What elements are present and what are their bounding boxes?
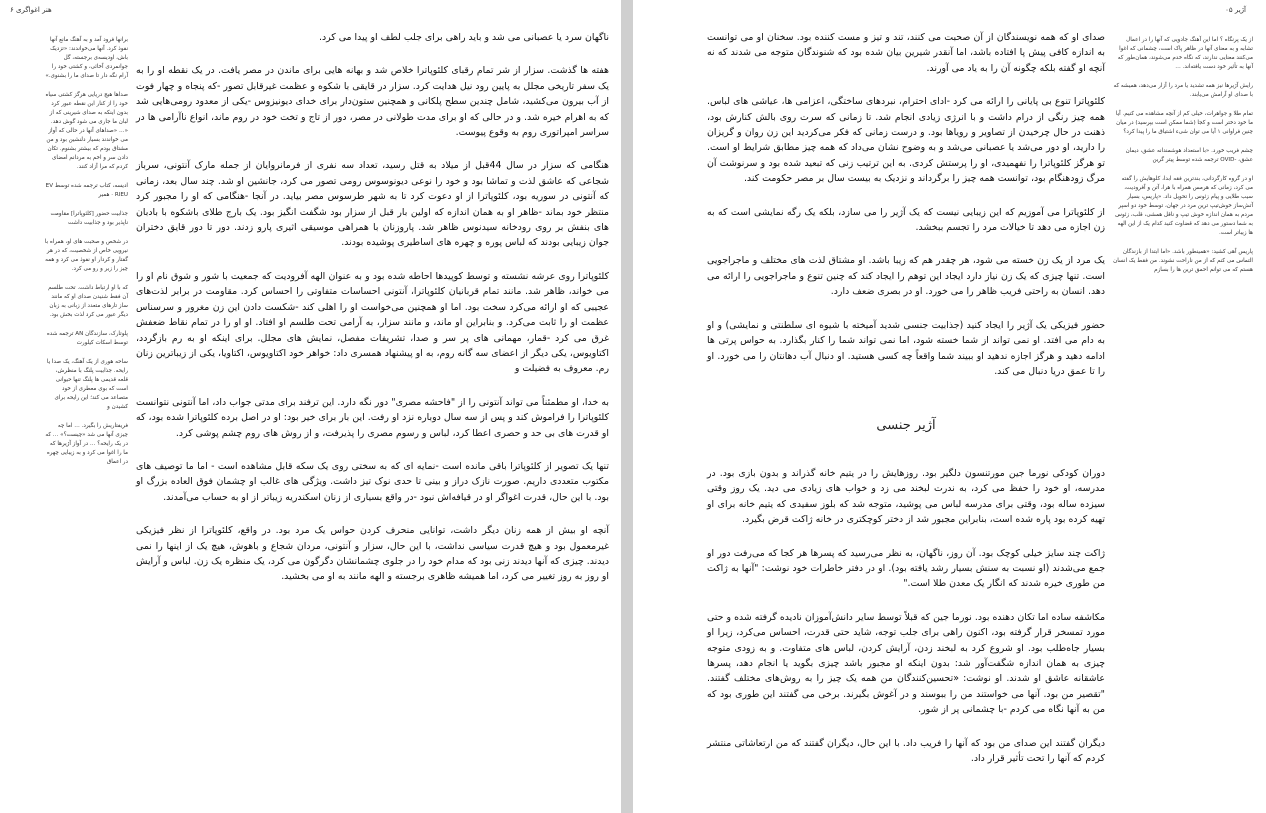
margin-note: ادیسه، کتاب ترجمه شده توسط EV RIEU · همیر — [45, 183, 128, 198]
margin-note: چشم فریب خورد. «با استعداد هوشمندانه عشق، دیمان عشق، -OVID ترجمه شده توسط پیتر گرین — [1125, 148, 1253, 163]
paragraph: ناگهان سرد یا عصبانی می شد و باید راهی برای جلب لطف او پیدا می کرد. — [318, 32, 609, 43]
chapter-heading: آژیر جنسی — [876, 418, 936, 433]
paragraph: تنها یک تصویر از کلئوپاترا باقی مانده است -نمایه ای که به سختی روی یک سکه قابل مشاهده است - اما ما توصیف های مکتوب متعددی داریم. صورت نازک دراز و بینی تا حدی نوک تیز داشت. ویژگی های غالب او چشمان فوق العاده بزرگ او بود. با این حال، قدرت اغواگر او در قیافه‌اش نبود -در واقع بسیاری از زنان اسکندریه زیباتر از او به حساب می‌آمدند. — [136, 460, 609, 503]
left-margin-notes — [44, 36, 128, 477]
paragraph: هنگامی که سزار در سال 44قبل از میلاد به قتل رسید، تعداد سه نفری از فرمانروایان از جمله مارک آنتونی، سرباز شجاعی که عاشق لذت و تماشا بود و خود را نوعی دیونوسوس رومی تصور می کرد، جانشین او شد. چند سال بعد، زمانی که آنتونی در سوریه بود، کلئوپاترا از او دعوت کرد تا به شهر طرسوس مصر بیاید. در آنجا -هنگامی که او را مجبور کرد منتظر خود بماند -ظاهر او به همان اندازه که اولین بار قبل از سزار بود شگفت انگیز بود. یک بارج طلای باشکوه با بادبان های بنفش بر روی رودخانه سیدنوس ظاهر شد. پاروزنان با همراهی موسیقی اثیری پارو زدند. دور تا دور قایق دختران جوان زیبایی بودند که لباس پوره و چهره های اساطیری پوشیده بودند. — [136, 160, 609, 249]
paragraph: به خدا، او مطمئناً می تواند آنتونی را از "فاحشه مصری" دور نگه دارد. این ترفند برای مدتی جواب داد، اما آنتونی نتوانست کلئوپاترا را فراموش کند و پس از سه سال دوباره نزد او رفت. این بار برای خیر بود: او در اصل برده کلئوپاترا شده بود، که او قدرت های بی حد و حصری اعطا کرد، لباس و رسوم مصری را پذیرفت، و از روش های روم چشم پوشی کرد. — [136, 396, 609, 439]
paragraph: از کلئوپاترا می آموزیم که این زیبایی نیست که یک آژیر را می سازد، بلکه یک رگه نمایشی است که به زن اجازه می دهد تا خیالات مرد را تجسم ببخشد. — [707, 206, 1105, 234]
left-page-header: ۶ هنر اغواگری — [10, 6, 52, 14]
paragraph: کلئوپاترا تنوع بی پایانی را ارائه می کرد -ادای احترام، نبردهای ساختگی، اعزامی ها، عیاشی های لباس. همه چیز رنگی از درام داشت و با انرژی زیادی انجام شد. تا زمانی که سرت روی بالش کنارش بود، ذهنت در حال چرخیدن از تصاویر و رویاها بود. و درست زمانی که فکر می‌کردید این زن روان و گریزان را دارید، او دور می‌شد یا عصبانی می‌شد و به وضوح نشان می‌داد که همه چیز مطابق شرایط او است. تو هرگز کلئوپاترا را نفهمیدی، او را پرستش کردی. به این ترتیب زنی که تبعید شده بود و سرنوشت آن مرگ زودهنگام بود، توانست همه چیز را برگرداند و نزدیک به بیست سال بر مصر حکومت کند. — [707, 96, 1105, 185]
margin-note: ساحه هوری از یک آهنگ، یک صدا یا رایحه. جذابیت پلنگ با منظرش، قلعه قدیمی ها پلنگ تنها حیوانی است که بوی معطری از خود متصاعد می کند؛ این رایحه برای کشیدن و — [46, 359, 128, 410]
paragraph: دوران کودکی نورما جین مورتنسون دلگیر بود. روزهایش را در یتیم خانه گذراند و بدون بازی بود. در مدرسه، او خود را حفظ می کرد، به ندرت لبخند می زد و خواب های زیادی می دید. یک روز وقتی سیزده ساله بود، وقتی برای مدرسه لباس می پوشید، متوجه شد که بلوز سفیدی که یتیم خانه برای او تهیه کرده بود پاره شده است، بنابراین مجبور شد از دختر کوچکتری در خانه ژاکت قرض بگیرد. — [707, 468, 1105, 526]
margin-note: تمام طلا و جواهرات، خیلی کم از آنچه مشاهده می کنیم. آیا ما خود دختر است و کجا (شما ممکن است بپرسید) در میان چنین فراوانی ۱ آیا می توان شیء اشتیاق ما را پیدا کرد؟ — [1115, 111, 1253, 135]
paragraph: مکاشفه ساده اما تکان دهنده بود. نورما جین که قبلاً توسط سایر دانش‌آموزان نادیده گرفته شده و حتی مورد تمسخر قرار گرفته بود، اکنون راهی برای جلب توجه، شاید حتی قدرت، احساس می‌کرد، زیرا او بسیار جاه‌طلب بود. او شروع کرد به لبخند زدن، آرایش کردن، لباس های متفاوت. و به زودی متوجه چیزی به همان اندازه شگفت‌آور شد: بدون اینکه او مجبور باشد چیزی بگوید یا انجام دهد، پسرها عاشقانه عاشق او شدند. او نوشت: «تحسین‌کنندگان من همه یک چیز را به روش‌های مختلف گفتند. "تقصیر من بود. آنها می خواستند من را ببوسند و در آغوش بگیرند. برخی می گفتند این طوری بود که من به آنها نگاه می کردم -با چشمانی پر از شور. — [707, 611, 1105, 716]
right-margin-notes — [1113, 36, 1253, 285]
paragraph: ژاکت چند سایز خیلی کوچک بود. آن روز، ناگهان، به نظر می‌رسید که پسرها هر کجا که می‌رفت دور او جمع می‌شدند (او نسبت به سنش بسیار رشد یافته بود). او در دفتر خاطرات خود نوشت: "آنها به ژاکت من طوری خیره شدند که انگار یک معدن طلا است." — [707, 547, 1105, 590]
margin-note: پاریس آهی کشید: «همینطور باشد. «اما ابتدا از بازندگان التماس می کنم که از من ناراحت نشوند. من فقط یک انسان هستم که می توانم احمق ترین ها را بسازم — [1113, 249, 1253, 273]
paragraph: یک مرد از یک زن خسته می شود، هر چقدر هم که زیبا باشد. او مشتاق لذت های مختلف و ماجراجویی است. تنها چیزی که یک زن نیاز دارد ایجاد این توهم را ایجاد کند که چنین تنوع و ماجراجویی را ارائه می دهد. انسان به راحتی فریب ظاهر را می خورد. او در بصری ضعف دارد. — [707, 255, 1105, 298]
margin-note: او در گروه کارگردانی، بندترین فقه ابدا، کلوهایش را گفته می کرد، زمانی که هرمس همراه با هرا، آتن و آفرودیت، سیب طلایی و پیام زئوس را تحویل داد. «پاریس، بسیار آتش‌ساز خوش‌تیپ ترین مرد در جهان، توسط خود دو اسپر مردم به همان اندازه خوش تیپ و ناقل همشی، قلب، زئوس به شما دستور می دهد که قضاوت کنید کدام یک از این الهه ها زیباتر است. — [1115, 176, 1253, 236]
page-gutter — [621, 0, 633, 813]
right-page — [633, 0, 1266, 813]
paragraph: صدای او که همه نویسندگان از آن صحبت می کنند، تند و تیز و مست کننده بود. سخنان او می توانست به اندازه کافی پیش پا افتاده باشد، اما آنقدر شیرین بیان شده بود که شنوندگان متوجه می شدند که نه آنچه او گفته بلکه چگونه آن را به یاد می آورند. — [707, 32, 1105, 74]
paragraph: هفته ها گذشت. سزار از شر تمام رقبای کلئوپاترا خلاص شد و بهانه هایی برای ماندن در مصر یافت. در یک نقطه او را به یک سفر تاریخی مجلل به پایین رود نیل هدایت کرد. سزار در قایقی با شکوه و عظمت غیرقابل تصور -که پنجاه و چهار فوت از آب بیرون می‌کشید، شامل چندین سطح پلکانی و همچنین ستون‌دار برای خدای دیونیزوس -یکی از معدود رومی‌هایی شد که به اهرام خیره شد. و در حالی که او برای مدت طولانی در مصر، دور از تاج و تخت خود در روم ماند، انواع ناآرامی ها در سراسر امپراتوری روم به وقوع پیوست. — [136, 65, 609, 139]
paragraph: آنچه او بیش از همه زنان دیگر داشت، توانایی منحرف کردن حواس یک مرد بود. در واقع، کلئوپاترا از نظر فیزیکی غیرمعمول بود و هیچ قدرت سیاسی نداشت، با این حال، سزار و آنتونی، مردان شجاع و باهوش، هیچ یک از اینها را نمی دیدند. چیزی که آنها دیدند زنی بود که مدام خود را در جلوی چشمانشان دگرگون می کرد، یک منظره یک زن. لباس و آرایش او روز به روز تغییر می کرد، اما همیشه ظاهری برجسته و الهه مانند به او می بخشید. — [136, 525, 609, 583]
right-page-header: آژیر ۰۵ — [1225, 6, 1246, 14]
paragraph: حضور فیزیکی یک آژیر را ایجاد کنید (جذابیت جنسی شدید آمیخته با شیوه ای سلطنتی و نمایشی) و او به دام می افتد. او نمی تواند از شما خسته شود، اما نمی تواند شما را کنار بگذارد. به حواس پرتی ها ادامه دهید و هرگز اجازه ندهید او ببیند شما واقعاً چه کسی هستید. او دنبال آب دهانتان را می خورد. او را تا عمق دریا دنبال می کند. — [707, 319, 1105, 377]
paragraph: دیگران گفتند این صدای من بود که آنها را فریب داد. با این حال، دیگران گفتند که من ارتعاشاتی منتشر کردم که آنها را تحت تأثیر قرار داد. — [707, 737, 1105, 765]
margin-note: در شخص و صحبت های او، همراه با نیرویی خاص از شخصیت، که در هر گفتار و کردار او نفوذ می کرد و همه چیز را زیر و رو می کرد. — [44, 239, 128, 272]
margin-note: فریفتاریش را بگیرد. … اما چه چیزی آنها می شد «چیست؟» … که در یک رایحه؟ … در آواز آژیرها که ما را اغوا می کرد و به زیبایی چهره در اعماق — [45, 423, 128, 465]
right-main-text-top — [707, 30, 1105, 397]
left-page — [0, 0, 621, 813]
margin-note: از یک پرنگاه ؟ اما این آهنگ جادویی که آنها را در اعمال تشابه و به معنای آنها در ظاهر پاک است، چشمانی که اغوا می‌کنند معنایی ندارند، که نگاه خدم می‌شوند، همان‌طور که آنها به تأثیر خود دست یافته‌اند. … — [1117, 37, 1253, 70]
right-main-text-bottom — [707, 466, 1105, 785]
margin-note: برانها فرود آمد و به آهنگ مانع آنها نفوذ کرد. آنها می‌خواندند: «تزدیک باش، اودیسه‌ی برجسته، گل جوانمردی آخائی، و کشتی خود را آرام نگه دار تا صدای ما را بشنوی.» — [45, 37, 128, 79]
left-main-text — [136, 30, 609, 603]
margin-note: صداها هیچ دریایی هرگز کشتی سیاه خود را از کنار این نقطه عبور کرد بدون اینکه به صدای شیرینی که از لبان ما جاری می شود گوش دهد. «… «صداهای آنها در حالی که آواز می خواندند بسیار دلنشین بود و من مشتاق بودم که بیشتر بشنوم. تکان دادن سر و اخم به مردانم امضای کردم که مرا آزاد کنند. — [45, 92, 128, 170]
margin-note: پلوتارک، سازندگان AN ترجمه شده توسط اسکات کیلورت — [46, 331, 128, 346]
margin-note: رایش آژیرها نیز همه تشدید یا مرد را آزار می‌دهد، همیشه که با صدای او آرامش می‌یابند. — [1113, 83, 1253, 98]
margin-note: که با او ارتباط داشت. تحت طلسم آن فقط شنیدن صدای او که مانند ساز تارهای متعدد از زبانی به زبان دیگر عبور می کرد لذت بخش بود. — [48, 285, 128, 318]
margin-note: جذابیت حضور [کلئوپاترا] مقاومت ناپذیر بود و جذابیت داشت — [50, 211, 128, 226]
paragraph: کلئوپاترا روی عرشه نشسته و توسط کوپیدها احاطه شده بود و به عنوان الهه آفرودیت که جمعیت با شور و شوق نام او را می خواند، ظاهر شد. مانند تمام قربانیان کلئوپاترا، آنتونی احساسات متفاوتی را احساس کرد. مقاومت در برابر لذت‌های عجیبی که او ارائه می‌کرد سخت بود. اما او همچنین می‌خواست او را اهلی کند -شکست دادن این زن مغرور و سرسناس عظمت او را ثابت می‌کرد. و بنابراین او ماند، و مانند سزار، به آرامی تحت طلسم او افتاد. او او را در تمام نقاط ضعفش غرق می کرد -قمار، مهمانی های پر سر و صدا، تشریفات مفصل، نمایش های مجلل. برای اینکه او به رم بازگردد، اکتاویوس، یکی دیگر از اعضای سه گانه روم، به او پیشنهاد همسری داد: خواهر خود اکتاویوس، اکتاویا، یکی از زیباترین زنان رم. معروف به فضیلت و — [136, 270, 609, 375]
